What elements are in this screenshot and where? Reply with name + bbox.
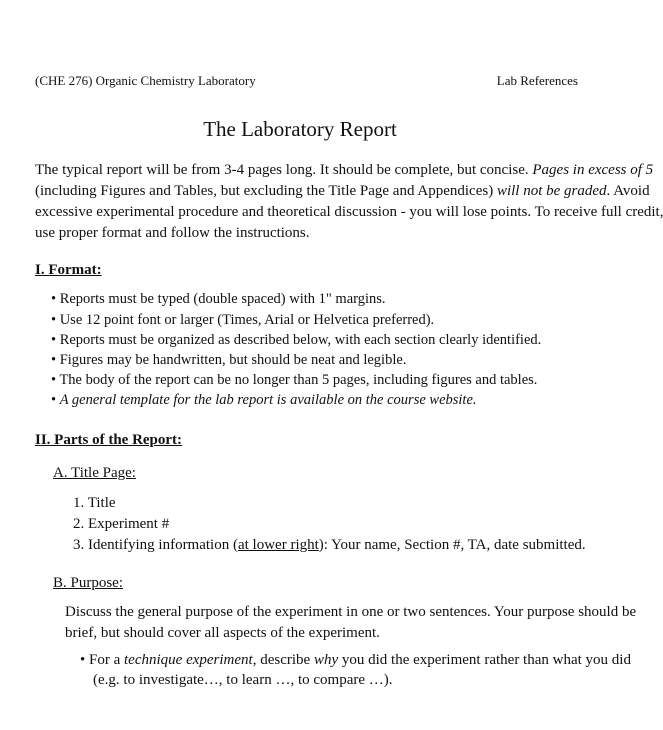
intro-line-4: use proper format and follow the instructions.	[35, 225, 310, 241]
intro-line-3: excessive experimental procedure and theoretical discussion - you will lose points. To receive full credit,	[35, 204, 663, 220]
purpose-line-2: brief, but should cover all aspects of the experiment.	[65, 625, 380, 641]
purpose-bullet-line-2: (e.g. to investigate…, to learn …, to compare …).	[93, 672, 393, 688]
intro-line-2: (including Figures and Tables, but excluding the Title Page and Appendices) will not be graded. Avoid	[35, 183, 650, 199]
title-page-heading: A. Title Page:	[53, 465, 136, 481]
title-page-item: 1. Title	[73, 495, 116, 511]
format-item: • Figures may be handwritten, but should be neat and legible.	[51, 352, 407, 368]
format-item: • The body of the report can be no longer than 5 pages, including figures and tables.	[51, 372, 538, 388]
format-heading: I. Format:	[35, 262, 102, 278]
format-item: • Reports must be typed (double spaced) with 1" margins.	[51, 291, 386, 307]
title-page-item: 3. Identifying information (at lower right): Your name, Section #, TA, date submitted.	[73, 537, 586, 553]
section-header: Lab References	[496, 73, 578, 88]
purpose-heading: B. Purpose:	[53, 575, 124, 591]
page-title: The Laboratory Report	[203, 117, 397, 141]
purpose-line-1: Discuss the general purpose of the experiment in one or two sentences. Your purpose should be	[65, 604, 637, 620]
intro-line-1: The typical report will be from 3-4 pages long. It should be complete, but concise. Pages in excess of 5	[35, 162, 654, 178]
format-item: • A general template for the lab report is available on the course website.	[51, 392, 477, 408]
format-item: • Reports must be organized as described below, with each section clearly identified.	[51, 332, 542, 348]
course-header: (CHE 276) Organic Chemistry Laboratory	[35, 73, 256, 88]
purpose-bullet: • For a technique experiment, describe why you did the experiment rather than what you did	[80, 652, 631, 668]
title-page-item: 2. Experiment #	[73, 516, 170, 532]
format-item: • Use 12 point font or larger (Times, Arial or Helvetica preferred).	[51, 312, 435, 328]
parts-heading: II. Parts of the Report:	[35, 432, 183, 448]
